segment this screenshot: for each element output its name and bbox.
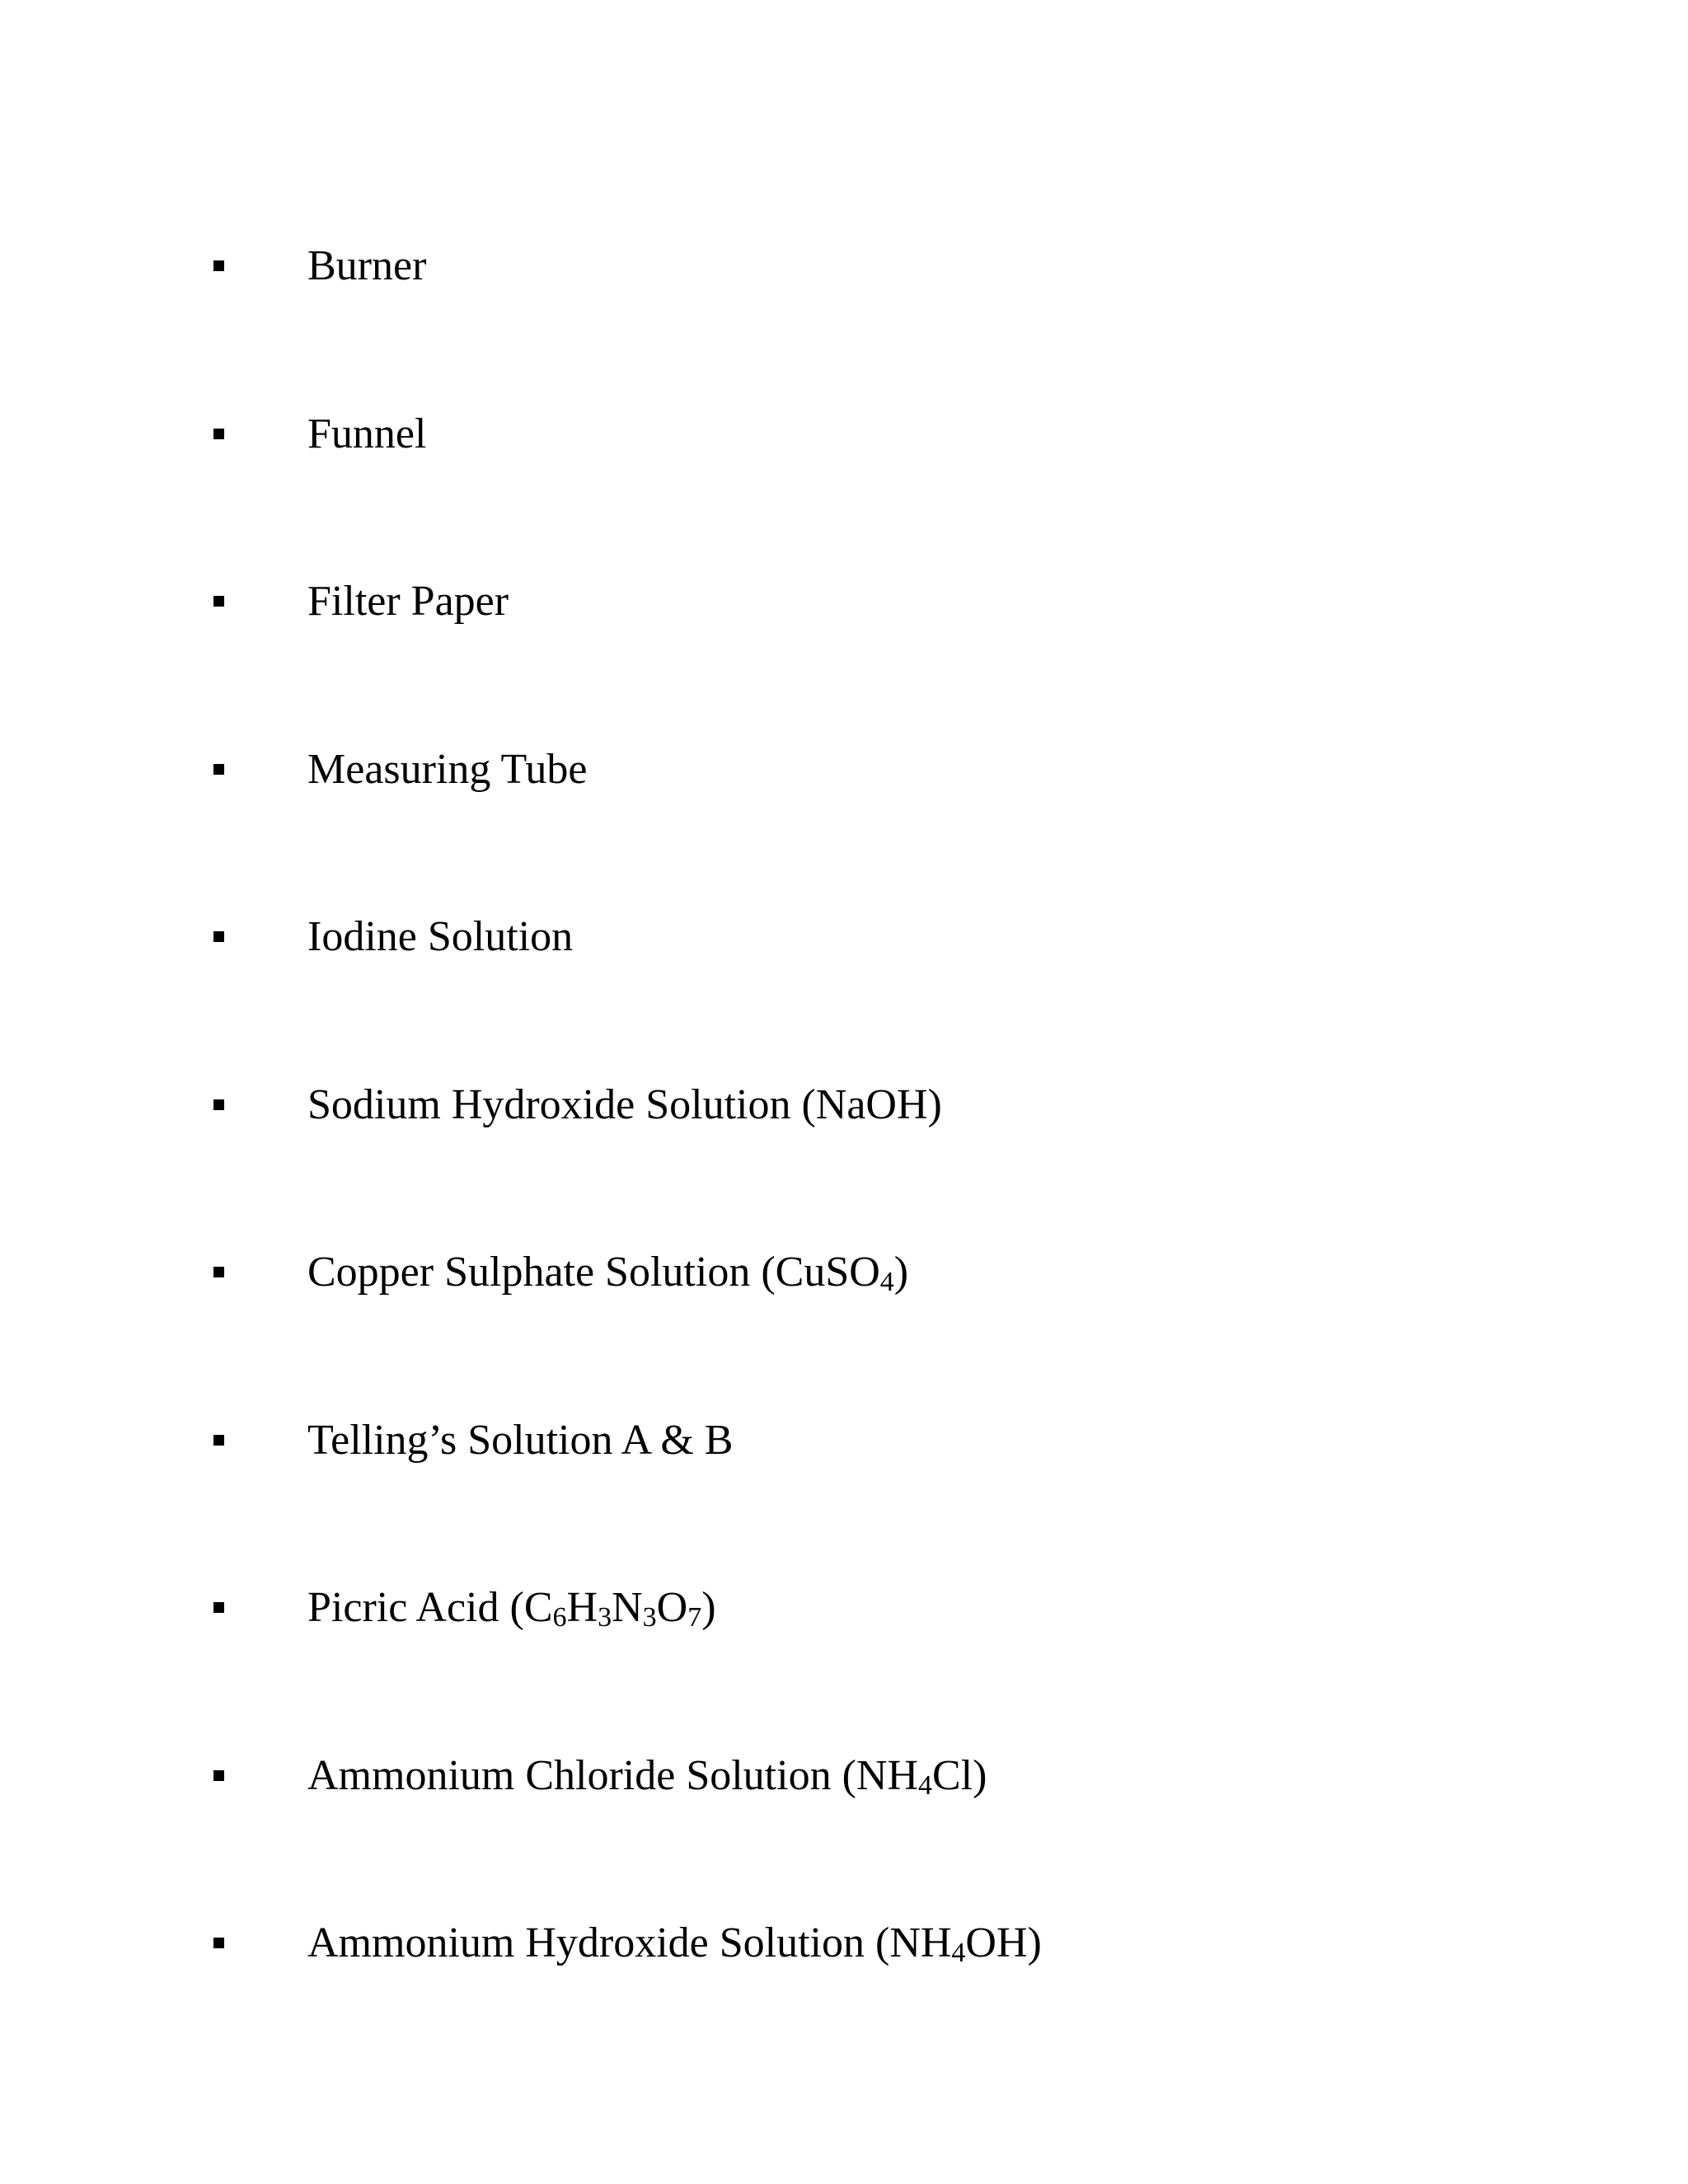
square-bullet-icon [213,596,224,607]
square-bullet-icon [213,764,224,775]
list-item [0,1398,1484,1566]
list-item [0,727,1484,895]
list-item-label: Iodine Solution [307,913,574,960]
list-item [0,391,1484,560]
list-item [0,1565,1484,1733]
list-item [0,894,1484,1062]
list-item [0,1062,1484,1230]
list-item [0,1733,1484,1901]
square-bullet-icon [213,1938,224,1948]
square-bullet-icon [213,931,224,942]
list-item-label: Sodium Hydroxide Solution (NaOH) [307,1080,942,1128]
list-item [0,559,1484,727]
list-item-label: Ammonium Chloride Solution $(NH_4Cl)$ [307,1751,987,1801]
square-bullet-icon [213,1770,224,1781]
list-item-label: Measuring Tube [307,745,588,793]
square-bullet-icon [213,260,224,271]
square-bullet-icon [213,1267,224,1277]
list-item-label: Burner [307,242,427,289]
apparatus-list [0,223,1484,2069]
list-item-label: Picric Acid $(C_6H_3N_3O_7)$ [307,1584,716,1633]
list-item-label: Copper Sulphate Solution (CuSO$_4$) [307,1249,909,1297]
list-item [0,1900,1484,2069]
list-item-label: Filter Paper [307,578,509,625]
square-bullet-icon [213,1602,224,1613]
square-bullet-icon [213,429,224,439]
list-item [0,1230,1484,1398]
list-item-label: Telling’s Solution A & B [307,1416,734,1464]
square-bullet-icon [213,1435,224,1446]
list-item [0,223,1484,391]
list-item-label: Ammonium Hydroxide Solution $(NH_4OH)$ [307,1919,1042,1968]
square-bullet-icon [213,1099,224,1110]
list-item-label: Funnel [307,410,427,457]
